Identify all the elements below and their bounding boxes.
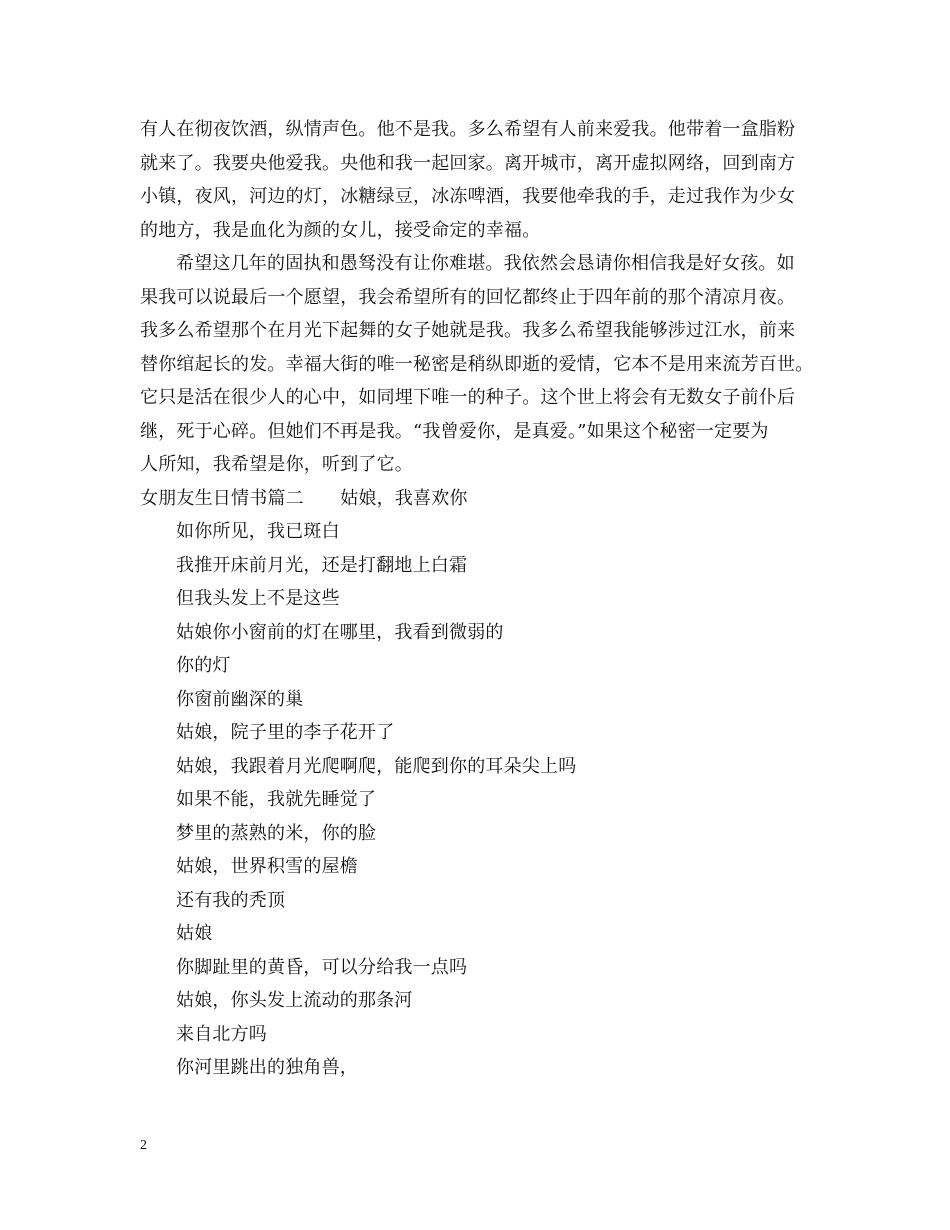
text-line: 有人在彻夜饮酒，纵情声色。他不是我。多么希望有人前来爱我。他带着一盒脂粉 [140, 119, 796, 140]
text-line: 人所知，我希望是你，听到了它。 [140, 454, 413, 475]
text-line: 它只是活在很少人的心中，如同埋下唯一的种子。这个世上将会有无数女子前仆后 [140, 387, 796, 408]
text-line: 就来了。我要央他爱我。央他和我一起回家。离开城市，离开虚拟网络，回到南方 [140, 152, 796, 174]
poem [140, 515, 820, 1085]
section-heading: 女朋友生日情书篇二 姑娘，我喜欢你 [140, 487, 468, 509]
text-line: 继，死于心碎。但她们不再是我。“我曾爱你，是真爱。”如果这个秘密一定要为 [140, 420, 769, 442]
poem-line: 你的灯 [176, 655, 231, 676]
poem-line: 你窗前幽深的巢 [176, 688, 304, 710]
poem-line: 如果不能，我就先睡觉了 [176, 789, 377, 810]
poem-line: 梦里的蒸熟的米，你的脸 [176, 822, 377, 844]
poem-line: 姑娘，院子里的李子花开了 [176, 722, 395, 743]
poem-line: 但我头发上不是这些 [176, 588, 340, 609]
poem-line: 姑娘，世界积雪的屋檐 [176, 856, 358, 877]
poem-line: 姑娘，你头发上流动的那条河 [176, 990, 413, 1011]
poem-line: 还有我的秃顶 [176, 889, 286, 911]
poem-line: 姑娘 [176, 923, 213, 944]
text-line: 我多么希望那个在月光下起舞的女子她就是我。我多么希望我能够涉过江水，前来 [140, 320, 796, 341]
text-line: 果我可以说最后一个愿望，我会希望所有的回忆都终止于四年前的那个清凉月夜。 [140, 286, 796, 308]
poem-line: 如你所见，我已斑白 [176, 521, 340, 542]
text-line: 希望这几年的固执和愚驽没有让你难堪。我依然会恳请你相信我是好女孩。如 [176, 253, 795, 274]
document-body [140, 113, 820, 1085]
text-line: 的地方，我是血化为颜的女儿，接受命定的幸福。 [140, 219, 541, 241]
paragraph-2 [140, 247, 820, 482]
text-line: 小镇，夜风，河边的灯，冰糖绿豆，冰冻啤酒，我要他牵我的手，走过我作为少女 [140, 186, 796, 207]
poem-line: 姑娘你小窗前的灯在哪里，我看到微弱的 [176, 621, 504, 643]
poem-line: 你脚趾里的黄昏，可以分给我一点吗 [176, 956, 468, 978]
page-number: 2 [140, 1138, 147, 1153]
text-line: 替你绾起长的发。幸福大街的唯一秘密是稍纵即逝的爱情，它本不是用来流芳百世。 [140, 353, 814, 375]
poem-line: 我推开床前月光，还是打翻地上白霜 [176, 554, 468, 576]
poem-line: 来自北方吗 [176, 1023, 267, 1045]
poem-line: 你河里跳出的独角兽， [176, 1057, 358, 1078]
poem-line: 姑娘，我跟着月光爬啊爬，能爬到你的耳朵尖上吗 [176, 755, 577, 777]
paragraph-1 [140, 113, 820, 247]
